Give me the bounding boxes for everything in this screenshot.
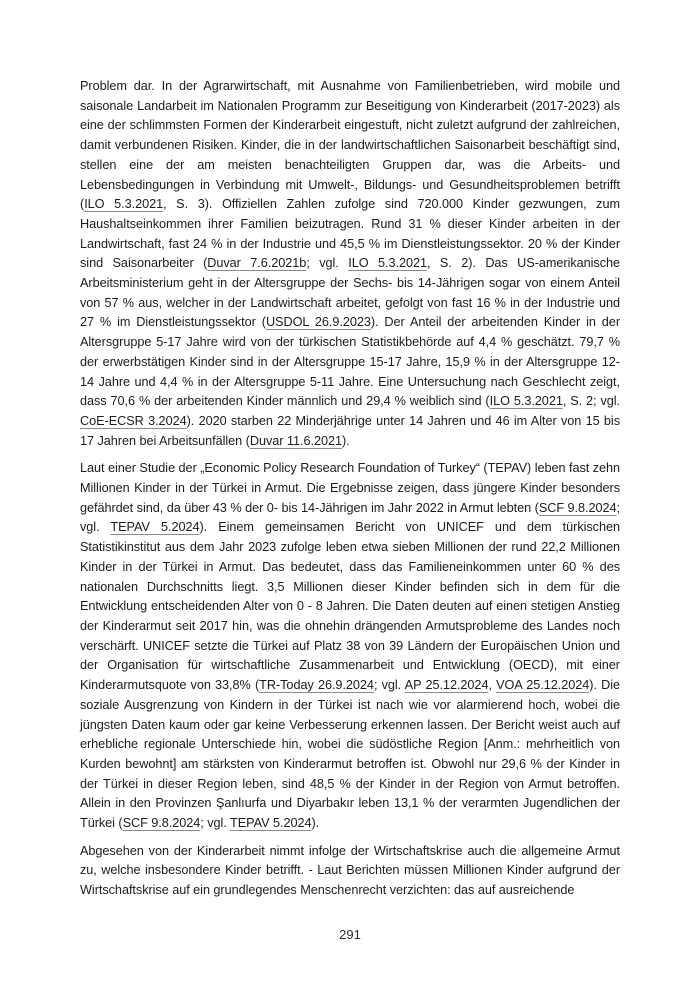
citation-link[interactable]: SCF 9.8.2024 (122, 816, 201, 831)
text-run: ; vgl. (200, 816, 231, 831)
page-number: 291 (339, 927, 361, 942)
citation-link[interactable]: CoE-ECSR 3.2024 (80, 413, 187, 428)
document-body (80, 77, 620, 909)
paragraph (80, 77, 620, 451)
citation-link[interactable]: ILO 5.3.2021 (489, 394, 563, 409)
citation-link[interactable]: Duvar 11.6.2021 (249, 433, 342, 448)
citation-link[interactable]: TR-Today 26.9.2024 (259, 678, 374, 693)
paragraph (80, 459, 620, 833)
citation-link[interactable]: ILO 5.3.2021 (84, 197, 164, 212)
text-run: ). Der Anteil der arbeitenden Kinder in der Altersgruppe 5-17 Jahre wird von der türkischen Statistikbehörde auf 4,4 % geschätzt. 79,7 % der erwerbstätigen Kinder sind in der Altersgruppe 15-17 Jahre, 15,9 % in der Altersgruppe 12-14 Jahre und 4,4 % in der Altersgruppe 5-11 Jahre. Eine Untersuchung nach Geschlecht zeigt, dass 70,6 % der arbeitenden Kinder männlich und 29,4 % weiblich sind ( (80, 315, 620, 409)
text-run: ). (341, 433, 350, 448)
text-run: , (488, 678, 497, 693)
text-run: ). Einem gemeinsamen Bericht von UNICEF und dem türkischen Statistikinstitut aus dem Jahr 2023 zufolge leben etwa sieben Millionen der rund 22,2 Millionen Kinder in der Türkei in Armut. Das bedeutet, dass das Familieneinkommen unter 60 % des nationalen Durchschnitts liegt. 3,5 Millionen dieser Kinder befinden sich in dem für die Entwicklung entscheidenden Alter von 0 - 8 Jahren. Die Daten deuten auf einen stetigen Anstieg der Kinderarmut seit 2017 hin, was die ohnehin drängenden Armutsprobleme des Landes noch verschärft. UNICEF setzte die Türkei auf Platz 38 von 39 Ländern der Europäischen Union und der Organisation für wirtschaftliche Zusammenarbeit und Entwicklung (OECD), mit einer Kinderarmutsquote von 33,8% ( (80, 520, 620, 693)
text-run: , S. 2). Das US-amerikanische Arbeitsministerium geht in der Altersgruppe der Sechs- bis 14-Jährigen sogar von einem Anteil von 57 % aus, welcher in der Landwirtschaft arbeitet, gefolgt von fast 16 % in der Industrie und 27 % im Dienstleistungssektor ( (80, 256, 621, 330)
text-run: ). Die soziale Ausgrenzung von Kindern in der Türkei ist nach wie vor alarmierend hoch, wobei die jüngsten Daten kaum oder gar keine Verbesserung erkennen lassen. Der Bericht weist auch auf erhebliche regionale Unterschiede hin, wobei die südöstliche Region [Anm.: mehrheitlich von Kurden bewohnt] am stärksten von Kinderarmut betroffen ist. Obwohl nur 29,6 % der Kinder in der Türkei in dieser Region leben, sind 48,5 % der Kinder in der Region von Armut betroffen. Allein in den Provinzen Şanlıurfa und Diyarbakır leben 13,1 % der verarmten Jugendlichen der Türkei ( (80, 678, 620, 831)
text-run: ; vgl. (80, 500, 620, 535)
text-run: ; vgl. (306, 256, 349, 271)
text-run: Problem dar. In der Agrarwirtschaft, mit Ausnahme von Familienbetrieben, wird mobile und saisonale Landarbeit im Nationalen Programm zur Beseitigung von Kinderarbeit (2017-2023) als eine der schlimmsten Formen der Kinderarbeit eingestuft, nicht zuletzt aufgrund der zahlreichen, damit verbundenen Risiken. Kinder, die in der landwirtschaftlichen Saisonarbeit beschäftigt sind, stellen eine der am meisten benachteiligten Gruppen dar, was die Arbeits- und Lebensbedingungen in Verbindung mit Umwelt-, Bildungs- und Gesundheitsproblemen betrifft ( (80, 79, 620, 212)
text-run: ; vgl. (373, 678, 405, 693)
citation-link[interactable]: Duvar 7.6.2021b (207, 256, 307, 271)
text-run: Abgesehen von der Kinderarbeit nimmt infolge der Wirtschaftskrise auch die allgemeine Armut zu, welche insbesondere Kinder betrifft. - Laut Berichten müssen Millionen Kinder aufgrund der Wirtschaftskrise auf ein grundlegendes Menschenrecht verzichten: das auf ausreichende (80, 843, 620, 898)
citation-link[interactable]: ILO 5.3.2021 (348, 256, 427, 271)
text-run: ). (311, 816, 320, 831)
citation-link[interactable]: VOA 25.12.2024 (496, 678, 590, 693)
text-run: , S. 3). Offiziellen Zahlen zufolge sind 720.000 Kinder gezwungen, zum Haushaltseinkommen ihrer Familien beizutragen. Rund 31 % dieser Kinder arbeiten in der Landwirtschaft, fast 24 % in der Industrie und 45,5 % im Dienstleistungssektor. 20 % der Kinder sind Saisonarbeiter ( (80, 197, 620, 271)
paragraph (80, 842, 620, 901)
citation-link[interactable]: SCF 9.8.2024 (538, 500, 617, 515)
citation-link[interactable]: TEPAV 5.2024 (110, 520, 200, 535)
citation-link[interactable]: AP 25.12.2024 (404, 678, 489, 693)
text-run: , S. 2; vgl. (562, 394, 621, 409)
text-run: ). 2020 starben 22 Minderjährige unter 14 Jahren und 46 im Alter von 15 bis 17 Jahren bei Arbeitsunfällen ( (80, 413, 620, 448)
citation-link[interactable]: USDOL 26.9.2023 (265, 315, 371, 330)
citation-link[interactable]: TEPAV 5.2024 (230, 816, 312, 831)
text-run: Laut einer Studie der „Economic Policy Research Foundation of Turkey“ (TEPAV) leben fast zehn Millionen Kinder in der Türkei in Armut. Die Ergebnisse zeigen, dass jüngere Kinder besonders gefährdet sind, da über 43 % der 0- bis 14-Jährigen im Jahr 2022 in Armut lebten ( (80, 461, 621, 515)
